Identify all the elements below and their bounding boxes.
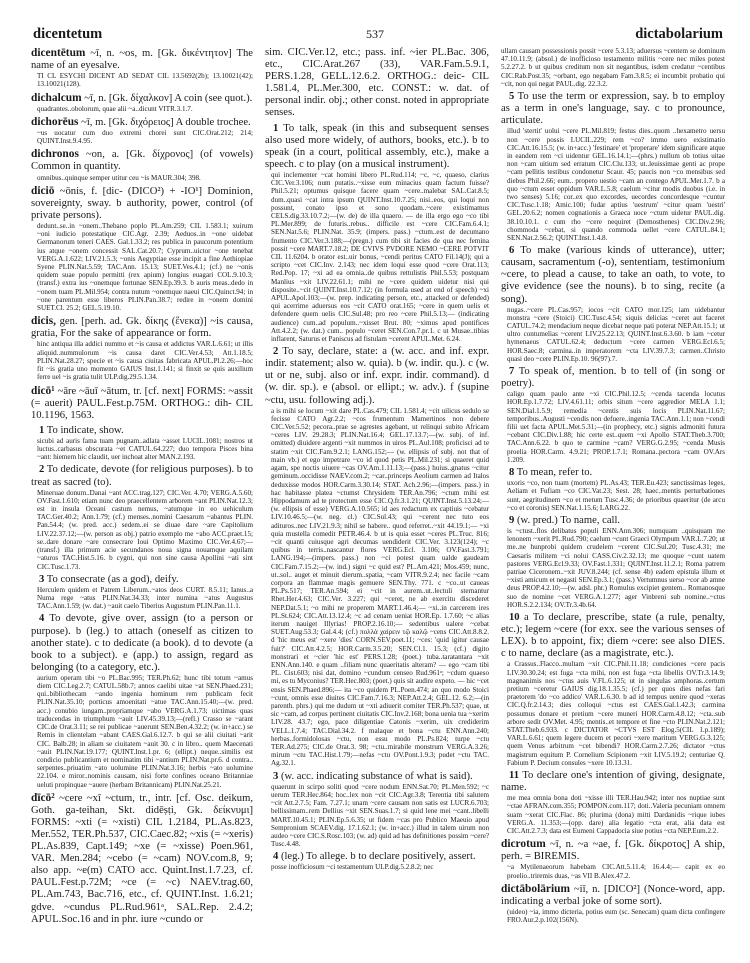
sense-number: 2 [273, 346, 279, 358]
sense-block [501, 467, 725, 512]
citations: ~a Mytilenaeorum habebam CIC.Att.5.11.4; 16.4.4;— capit ex eo proelio..triremis duas, ~as VII B.Alex.47.2. [507, 863, 725, 880]
sense-definition [501, 245, 725, 305]
running-head-first-word: dicentetum [33, 26, 103, 42]
headword: dichronos [31, 148, 79, 161]
sense-block [501, 515, 725, 609]
dictionary-entry [31, 47, 253, 89]
dictionary-entry [501, 883, 725, 925]
definition-text: ~āre ~āuī ~ātum, tr. [cf. next] FORMS: ~assit (= auerit) PAUL.Fest.p.75M. ORTHOG.: dih- CIL 10.1196, 1563. [31, 385, 253, 421]
sense-number: 5 [509, 91, 515, 103]
definition-text: ~cere ~xī ~ctum, tr., intr. [cf. Osc. deikum, Goth. ga-teihan, Skt. didēṣṭi, Gk. δείκνυμι] FORMS: ~xti (= ~xisti) CIL 1.2184, PL.As.823, Mer.552, TER.Ph.537, CIC.Caec.82; ~xis (= ~xeris) PL.As.839, Capt.149; ~xe (= ~xisse) Poen.961, VAR. Men.284; ~cebo (= ~cam) NOV.com.8, 9; also app. ~e(m) CATO acc. Quint.Inst.1.7.23, cf. PAUL.Fest.p.72M; ~ce (= ~c) NAEV.trag.60, PL.Am.743, Bac.716, etc., cf. QUINT.Inst. 1.6.21; gdve. ~cundus PL.Rud.961ᵃ, SAL.Rep. 2.4.2; APUL.Soc.16 and in phr. iure ~cundo or [31, 792, 253, 925]
page-number: 537 [366, 27, 384, 41]
sense-number: 6 [509, 245, 515, 257]
entry-definition [501, 883, 725, 908]
sense-text: To declare one's intention of giving, designate, name. [501, 770, 725, 794]
running-head-last-word: dictabolarium [635, 26, 723, 42]
citations: quadrantes..obolorum, quae alii ~a..dicunt VITR.3.1.7. [37, 104, 193, 113]
entry-definition [31, 385, 253, 422]
sense-text: To speak of, mention. b to tell of (in song or poetry). [501, 366, 725, 390]
citations: posse inofficiosum ~ci testamentum ULP.dig.5.2.8.2; nec [271, 863, 434, 872]
entry-definition [31, 92, 253, 105]
sense-number: 11 [509, 770, 520, 782]
sense-number: 1 [39, 424, 45, 436]
headword: dichalcum [31, 91, 82, 104]
citations: qui inclementer ~cat homini libero PL.Rud.114; ~c, ~c, quaeso, clarius CIC.Ver.3.106; num putatis..~xisse eum minacius quam factum fuisse? Phil.5.21; optumus quisque facere quam ~cere..malebat SAL.Cat.8.5; dum..quasi ~cat intra ipsum QUINT.Inst.10.7.25; nisi..eos, qui loqui non possunt, conato ipso et sono quodam..~cere existimamus CELS.dig.33.10.7.2;—(w. de) de illa quaero. — de illa ergo ego ~co tibi PL.Mer.899; de futuris..rebus.. difficile est ~cere CIC.Fam.6.4.1; SEN.Nat.5.6; PLIN.Nat. 35.9; (impers. pass.) ~ctum..est de decumano frumento CIC.Ver.3.188;—(pregn.) cum tibi sit facies de qua nec femina possit ~cere MART.7.18.2; DE CVIVS PVDORE NEMO ~CERE POTVIT CIL 11.6204. b orator est..uir bonus, ~cendi peritus CATO Fil.14(J); qui a scripto ~cet CIC.Inv. 2.143; nec idem loqui esse quod ~cere Orat.113; Red.Pop. 17; ~xi ad ea omnia..de quibus rettulistis Phil.5.53; postquam Manlius ~xit LIV.22.61.1; mihi ne ~cere quidem uidetur nisi qui disposite..~cit QUINT.Inst.10.7.12; (in formula used at end of speech) ~xi APUL.Apol.103;—(w. prep. indicating person, etc., attacked or defended) qui acerrime aduersus eos ~cit CATO orat.165; ~cere in quem uelis et defendere quem uelis CIC.Sul.48; pro reo ~cere Phil.5.13;— (indicating audience) cum..ad populum..~xisset Brut. 80; ~ximus apud pontifices Att.4.2.2; (w. dat.) cum.. populo ~ceret SEN.Con.7.pr.1. c ut Musae..tibias inflarent, Saturus et Paniscus ad fistulam ~cerent APUL.Met. 6.24. [271, 170, 489, 343]
citations: (uideo) ~ia, immo dicteria, potius eum (sc. Senecam) quam dicta confingere FRO.Aur.2.p.102(156N). [507, 908, 725, 925]
sense-block [265, 346, 489, 767]
definition-text: gen. [perh. ad. Gk. δίκης (ἕνεκα)] ~is causa, gratia, For the sake of appearance or form. [31, 316, 253, 340]
sense-number: 4 [273, 851, 279, 863]
dictionary-entry [31, 792, 253, 926]
citations: Herculem quidem et Patrem Liberum..~atos deos CURT. 8.5.11; Ianus..a Numa rege ~atus PLIN.Nat.34.33; inter numina ~atus Augustus TAC.Ann.1.59; (w. dat.) ~auit caelo Tiberius Augustum PLIN.Pan.11.1. [37, 585, 253, 611]
sense-definition [265, 771, 489, 783]
sense-text: To indicate, show. [46, 424, 124, 436]
entry-definition [31, 148, 253, 173]
column-left [31, 47, 253, 929]
sense-definition [501, 467, 725, 479]
citations: ~us uocatur cum duo extremi chorei sunt CIC.Orat.212; 214; QUINT.Inst.9.4.95. [37, 128, 253, 146]
headword: dicō¹ [31, 384, 55, 397]
citations: sicubi ad auris fama tuam pugnam..adlata ~asset LUCIL.1081; nostros ut luctus..carbasus obscurata ~et CATUL.64.227; duo tempora Pisces bina ~ant: hiemem hic claudit, uer inchoat alter MAN.2.193. [37, 436, 253, 462]
sense-block [501, 245, 725, 363]
sense-block [31, 574, 253, 611]
citations: Mineruae donum..Danai ~ant ACC.trag.127; CIC.Ver. 4.70; VERG.A.5.60; OV.Fast.1.610; etiam nunc deo praecellentem arborem ~ant PLIN.Nat.12.3; est in insula Oceani castum nemus, ~atumque in eo uehiculum TAC.Ger.40.2; Ann.1.79; (cf.) menses..nomini Caesarum ~abantus PLIN. Pan.54.4; (w. pred. acc.) sedem..ei se diuae dare ~are Capitolium LIV.22.37.12;—(w. person as obj.) patrio exemplo me ~abo ACC.praet.15; se..dare donare ~are consecrare Ioui Optimo Maximo CIC.Ver.4.67;—(transf.) illa primum acie secundanos noua signa nouamque aquilam ~aturos TAC.Hist.5.16. b cygni, qui non sine causa Apollini ~ati sint CIC.Tusc.1.73. [37, 488, 253, 571]
citations: hinc antiqua illa addici nummo et ~is causa et addictus VAR.L.6.61; ut illis aliquid..nummulorum ~is causa daret CIC.Ver.4.53; Att.1.18.5; PLIN.Nat.28.27; specie et ~is causa ciuitas fabricata APUL.Pl.2.26;—hoc fit ~is gratia uno momento GAIUS Inst.1.141; si finxit se quis auxilium ferre uel ~is gratia tulit ULP.dig.29.5.1.34. [37, 340, 253, 382]
sense-number: 2 [39, 464, 45, 476]
entry-definition [501, 838, 725, 863]
dictionary-entry [31, 148, 253, 181]
sense-block [265, 123, 489, 344]
running-head [0, 26, 750, 46]
citations: uxoris ~co, non tuam (mortem) PL.As.43; TER.Eu.423; sanctissimas leges, Aeliam et Fufiam ~co CIC.Vat.23; Sest. 28; haec..mentis perturbationes sunt, aegritudinem ~co et metum Tusc.4.36; de prioribus quaeritur (de arcu ~co et coronis) SEN.Nat.1.15.6; LARG.22. [507, 479, 725, 512]
citations: me mea omnia bona doti ~xisse illi TER.Hau.942; inter nos nuptiae sunt ~ctae AFRAN.com.355; POMPON.com.117; doti..Valeria pecuniam omnem suam ~xerat CIC.Flac. 86; plurima (dona) mitti Dardanidis ~rique iubes VERG.A. 11.353;—(opp. dare) alia legatio ~cta erat, alia data est CIC.Att.2.7.3; data est Eumeni Cappadocia siue potius ~cta NEP.Eum.2.2. [507, 794, 725, 836]
sense-number: 9 [509, 514, 515, 526]
citations: dedunt..se..in ~onem..Thebano poplo PL.Am.259; CIL 1.583.1; xuirum ~oni iudicio potestatique CIC.Agr. 2.39; Aeduos..in ~one uidebat Germanorum teneri CAES. Gal.1.33.2; res publica in paucorum potentium ius atque ~onem concessit SAL.Cat.20.7; Cyprum..uictor ~one tenebat VERG.A.1.622; LIV.21.5.3; ~onis Aegyptiae esse incipit a fine Aethiopiae Syene PLIN.Nat.5.59; TAC.Ann. 15.13; SUET.Ves.4.1; (cf.) ne ~onis quidem suae populo permitti (rex apium) longius euagari COL.9.10.3; (transf.) extra ius ~onemque fortunae SEN.Ep.39.3. b auris meas..dedo in ~onem tuam PL.Mil.954; contra nutum ~onemque naeui CIC.Quinct.94; in ~one parentum esse liberos PLIN.Pan.38.7; redire in ~onem domini SUET.Cl. 25.2; GEL.5.19.10. [37, 222, 253, 313]
definition-text: ~ī, n. [Gk. δίχαλκον] A coin (see quot.). [84, 92, 253, 104]
sense-text: To dedicate, devote (for religious purposes). b to treat as sacred (to). [31, 464, 253, 488]
citations: TI CL ESYCHI DICENT AD SEDAT CIL 13.5692(2b); 13.10021(42); 13.10021(128). [37, 72, 253, 89]
sense-definition [265, 851, 489, 863]
citations: omnibus..quinque semper utitur ceu ~is MAUR.304; 398. [37, 173, 201, 182]
continued-citations [501, 47, 725, 88]
sense-block [265, 851, 489, 871]
sense-number: 7 [509, 366, 515, 378]
sense-text: To say, declare, state: a (w. acc. and inf. expr. indir. statement; also w. quia). b (w. indir. qu.). c (w. ut or ne, subj. also or inf. expr. indir. command). d (w. dir. sp.). e (absol. or ellipt.; w. adv.). f (supine ~ctu, usu. following adj.). [265, 346, 489, 406]
sense-block [501, 770, 725, 835]
entry-definition [31, 185, 253, 222]
headword: diciō [31, 184, 55, 197]
dictionary-entry [31, 315, 253, 381]
definition-text: ~iī, n. [DICO²] (Nonce-word, app. indicating a verbal joke of some sort). [501, 883, 725, 907]
sense-definition [265, 123, 489, 171]
sense-block [265, 771, 489, 849]
sense-definition [31, 464, 253, 488]
sense-block [31, 613, 253, 788]
dictionary-entry [31, 116, 253, 146]
citations: aurium operam tibi ~o PL.Bac.995; TER.Ph.62; hunc tibi totum ~amus diem CIC.Leg.2.7; CATUL.58b.7; annos caelibi uitae ~at SEN.Phaed.231; qui..bibliothecam ~ando ingenia hominum rem publicam fecit PLIN.Nat.35.10; porticus amoenitati ~atue TAC.Ann.15.40;—(w. pred. acc.) conubio iungam..propriamque ~abo VERG.A.1.73; uictimas quas traducendas in triumphum ~auit LIV.45.39.13;—(refl.) Crasso se ~arant CIC.de Orat.3.11; se rei publicae ~auerunt SEN.Ben.4.32.2; (w. in+acc.) se Remis in clientelam ~abant CAES.Gal.6.12.7. b qui se alii ciuitati ~arit CIC. Balb.28; in aliam se ciuitatem ~auit 30. c in libro.. quem Maecenati ~auit PLIN.Nat.19.177; QUINT.Inst.1.pr. 6; (ellipt.) neque..similis est condicio publicantium et nominatim tibi ~antium PLIN.Nat.pr.6. d contra.. serpentes..priuatim ~ato uolumine PLIN.Nat.3.16; herbis ~ato uolumine 22.104. e miror..nominis causam, nisi forte confines oceano Britanniae ueluti propinquae ~auere (herbam Britannicam) PLIN.Nat.25.21. [37, 673, 253, 789]
sense-block [501, 612, 725, 767]
sense-text: To consecrate (as a god), deify. [46, 573, 179, 585]
sense-block [501, 366, 725, 464]
dictionary-entry [31, 185, 253, 313]
column-middle [265, 47, 489, 875]
entry-definition [31, 116, 253, 129]
sense-definition [265, 346, 489, 406]
sense-text: a To declare, prescribe, state (a rule, penalty, etc.); legem ~cere (for exx. see the various senses of LEX). b to appoint, fix; diem ~cere: see also DIES. c to name, declare (as a magistrate, etc.). [501, 612, 725, 660]
citations: a Crassus..Flacco..multam ~xit CIC.Phil.11.18; condiciones ~cere pacis LIV.30.30.24; est fuga ~cta mihi, non est fuga ~cta libellis OV.Tr.3.14.9; magnanimis nos ~ctus auis V.FL.6.125; ut in singulas amphoras..certum pretium ~ceretur GAIUS dig.18.1.35.5; (cf.) per quos dies nefas fari praetorem 'do ~co addico' VAR.L.6.30. b ad id tempus uenire quod ~xeras CIC.Q.fr.2.14.3; dies colloqui ~ctus est CAES.Gal.1.42.3; carmina possumus donare et pretium ~cere muneri HOR.Carm.4.8.12; ~cta..sub arbore sedit OV.Met. 4.95; mentis..et tempore et fine ~cto PLIN.Nat.2.121; STAT.Theb.6.933. c DICTATOR ~CTVS EST Elog.5(CIL 1.p.189); VAR.L.6.61; quem legere ducem et pecori ~xere maritum VERG.G.3.125; quem Venus arbitrum ~cet bibendi? HOR.Carm.2.7.26; dictator ~ctus magistrum equitum P. Cornelium Scipionem ~xit LIV.5.19.2; centuriae Q. Fabium P. Decium consules ~xere 10.13.31. [507, 660, 725, 767]
sense-definition [501, 770, 725, 794]
definition-text: ~ī, m. [Gk. διχόρειος] A double trochee. [81, 116, 251, 128]
dictionary-entry [31, 385, 253, 422]
sense-number: 8 [509, 467, 515, 479]
sense-definition [31, 425, 253, 437]
headword: dictābolārium [501, 882, 570, 895]
continued-entry [265, 47, 489, 120]
column-right [501, 47, 725, 927]
sense-block [31, 464, 253, 570]
sense-definition [31, 613, 253, 673]
sense-number: 10 [509, 612, 520, 624]
citations: caligo quam paulo ante ~xi CIC.Phil.12.5; ~cenda tacenda locutus HOR.Ep.1.7.72; LIV.4.61.11; orbis situm ~cere aggredior MELA 1.1; SEN.Dial.1.5.9; remedia ~centis suis locis PLIN.Nat.11.67; temporibus..Augusti ~cendis non defuere..ingenia TAC.Ann.1.1; non ~cendi filii uet facta APUL.Met.5.31;—(in prophecy, etc.) signis admoniti futura ~cebant CIC.Div.1.88; hic certe est..quem ~xi Apollo STAT.Theb.3.700; TAC.Ann.6.22. b quo te carmine ~cam? VERG.G.2.95; ~cenda Musis proelia HOR.Carm. 4.9.21; PROP.1.7.1; Romana..pectora ~cam OV.Ars 1.209. [507, 390, 725, 464]
citations: illud 'stertit' uolui ~cere PL.Mil.819; festus dies..quom ..hexametro uersu non ~cere possis LUCIL.229; rem ~co? immo uero existimatio CIC.Att.16.15.5; (w. in+acc.) 'festinare' et 'properare' idem significare atque in eandem rem ~ci uidentur GEL.16.14.1;—(phrs.) nullum ob totius uitae non ~cam uitium sed erratum CIC.Clu.133; ut..leuissimae genti ac prope ~cam pellitis testibus condonetur Scaur. 45; paucis non ~co mensibus sed diebus Phil.2.66; eum.. propero uestio ~cam an contego APUL.Met.1.7. b a quo ~ctum esset oppidum VAR.L.5.8; caelum ~citur modis duobus (i.e. in two senses) 5.16; cor..ex quo excordes, uecordes concordesque ~cuntur CIC.Tusc.1.18; Amic.100; fudar aptius 'uestrum' ~citur quam 'uestri' GEL.20.6.2; nomen cognationis a Graeca uoce ~ctum uidetur PAUL.dig. 38.10.10.1. c cum rho ~cere nequiret (Demosthenes) CIC.Div.2.96; chommoda ~cebat, si quando commoda uellet ~cere CATUL.84.1; SEN.Nat.2.56.2; QUINT.Inst.1.4.8. [507, 127, 725, 242]
headword: dicis, [31, 315, 57, 328]
dictionary-entry [31, 92, 253, 113]
headword: dicrotum [501, 838, 546, 851]
definition-text: ~ōnis, f. [dic- (DICO²) + -IO¹] Dominion, sovereignty, sway. b authority, power, control (of private persons). [31, 185, 253, 221]
headword: dīcō² [31, 791, 55, 804]
definition-text: ~ī, n. ~a ~ae, f. [Gk. δίκροτος] A ship, perh. = BIREMIS. [501, 839, 725, 863]
sense-number: 4 [39, 613, 45, 625]
sense-text: To devote, give over, assign (to a person or purpose). b (leg.) to attach (oneself as citizen to another state). c to dedicate (a book). d to devote (a book to a subject). e (app.) to assign, regard as belonging (to a category, etc.). [31, 613, 253, 673]
sense-text: To make (various kinds of utterance), utter; causam, sacramentum (-o), sententiam, testimonium ~cere, to plead a cause, to take an oath, to vote, to give evidence (see the nouns). b to sing, recite (a song). [501, 245, 725, 305]
headword: dichorēus [31, 115, 79, 128]
sense-text: To talk, speak (in this and subsequent senses also used more widely, of authors, books, etc.). b to speak (in a court, political assembly, etc.), make a speech. c to play (on a musical instrument). [265, 122, 489, 170]
sense-definition [501, 366, 725, 390]
sense-block [501, 91, 725, 242]
entry-definition [31, 47, 253, 72]
sense-definition [31, 574, 253, 586]
citations: is ~ctust..flos delibatus populi ENN.Ann.306; numquam ..quisquam me lenonem ~xerit PL.Rud.790; caelum ~cunt Graeci Olympum VAR.L.7.20; ut me..ne hunprobi quidem crudelem ~cerent CIC.Sul.20; Tusc.4.31; me Caesaris militem ~ci nolui CASS.Civ.2.32.13; me quoque ~cunt uatem pastores VERG.Ecl.9.33; OV.Fast.1.331; QUINT.Inst.11.2.1; Roma patrem patriae Ciceronem..~xit JUV.8.244; (cf. sense 4b) eadem epistula illum et ~xisti amicum et negasti SEN.Ep.3.1; (pass.) Vertumnus uerso ~cor ab amne deus PROP.4.2.10;—(w. adsl. phr.) Romulus excipiet gentem.. Romanosque suo de nomine ~cet VERG.A.1.277; ager Vinbreni sub nomine..~ctus HOR.S.2.2.134; OV.Tr.3.4b.64. [507, 527, 725, 609]
sense-text: To use the term or expression, say. b to employ as a term in one's language, say. c to pronounce, articulate. [501, 91, 725, 127]
citations: quaerunt in scirpo soliti quod ~cere nodum ENN.Sat.70; PL.Men.592; ~c uerum TER.Hec.864; hoc..lex non ~cit CIC.Agr.3.8; Terentia tibi salutem ~cit Att.2.7.5; Fam. 7.27.1; unam ~cere causam non satis est LUCR.6.703; bellissimam..rem Dellius ~xit SEN.Suas.1.7; si quid lene mei ~cant..libelli MART.10.45.1; PLIN.Ep.5.6.35; ut fidem ~cas pro Publico Maeuio apud Sempronium SCAEV.dig. 17.1.62.1; (w. in+acc.) illud in talem uirum non audeo ~cere CIC.S.Rosc.103; (w. ad) quid ad has definitiones possim ~cere? Tusc.4.48. [271, 782, 489, 849]
sense-number: 3 [273, 770, 279, 782]
citations: a is mihi se locum ~xit dare PL.Cas.479; CIL 1.581.4; ~cit uilicus sedulo se fecisse CATO Agr.2.2; ~cos frumentum Mamertinos non debere CIC.Ver.5.52; pecora..prae se agrestes agebant, ut relinqui subito Africam ~ceres LIV. 29.28.3; PLIN.Nat.16.4; GEL.17.13.7;—(w. subj. of inf. omitted) diuidere argenti ~xit nummos in uiros PL.Aul.108; proficisci ad te statim ~xit CIC.Fam.9.2.1; LANG.152;— (w. ellipsis of subj. not that of main vb.) et ego impetrare ~co id quod petis PL.Mil.231; si quaeret quid agam, spe noctis uiuere ~cas OV.Am.1.11.13;—(pass.) huius..gnatus ~citur geminum..occidisse NAEV.com.2; ~car..princeps Aeolium carmen ad Italos deduxisse modos HOR.Carm.3.30.14; STAT. Ach.2.96;—(impers. pass.) in hac habitasse platea ~ctumst Chrysidem TER.An.796; ~ctum mihi est Hippodamum ad te protectum esse CIC.Q.fr.3.1.21; QUINT.Inst.5.13.24;—(w. ellipsis of esse) VERG.A.10.565; id aes redactum ex captiuis ~cebatur LIV.10.46.5;—(w. neg. cl.) CIC.Sul.43; qui ~cerent nec tuto eos adituros..nec LIV.21.9.3; nihil se habere.. quod referret..~xit 44.19.1;— ~xi quia mustella comedit PETR.46.4. b ut is quia esset ~ceres PL.Truc. 816; ~cit quanti cuiusque agri decumas uendiderit CIC.Ver. 3.123(124); ~c quibus in terris..nascantur flores VERG.Ecl. 3.106; OV.Fast.3.791; LANG.194;—(impers. pass.) non ~ci potest quam ualde gaudeam CIC.Fam.7.15.2;—(w. ind.) signi ~c quid est? PL.Am.421; Mos.459; nunc, ut..sol.. auget et minuit dierum..spatia, ~cam VITR.9.2.4; nec facile ~cam corpora an flammae magis gemuere SEN.Thy. 771. c ~co..ut caueas PL.Ps.517; TER.An.594; ei ~cit in aurem..ut..lectuli sternantur Rhet.Her.4.63; CIC.Ver. 3.227; qui ~ceret, ne ab exercitu discederet NEP.Dat.5.1; ~o mihi ne properem MART.1.46.4;— ~xi..in carcerem ires PL.St.624; CIC.Att.13.12.4; ~c ad cenam ueniat HOR.Ep. 1.7.60; ~c alias iterum nauiget Illyrias! PROP.2.16.10;— sedentibus ualere ~cebat SUET.Aug.53.3; Gal.4.4; (cf.) πολλὰ χαίρειν τῷ καλῷ ~cens CIC.Att.8.8.2. d 'hic meus est' ~xere 'dies' CORN.SEV.poet.11; ~ces: 'quid igitur causae fuit?' CIC.Att.4.2.5; HOR.Carm.3.5.20; SEN.Cl.1. 15.3; (cf.) digito monstrari et ~cier 'hic est' PERS.1.28; (poet.) tuba..taratantara ~xit ENN.Ann.140. e quam ..filiam nunc quaeritatis alteram? — ego ~cam tibi PL. Cist.603; nisi dat, domino ~cundum censeo Rud.961ᵃ; ~cdum quaeso mi, es tu Myconius? TER.Hec.803; (poet.) quis sit audire expeto. — hic ~cet ensis SEN.Phaed.896;— ita ~co quidem PL.Poen.474; an quo modo Stoici ~cunt, omnis esse diuites CIC.Fam.7.16.3; NEP.Att.2.4; GEL.12. 6.2;—(in parenth. phrs.) qui me dudum ut ~xti adiuerit comiter TER.Ph.537; quae, ut sic ~cam, ad corpus pertinent ciuitatis CIC.Inv.2.168; bona uenia tua ~xerim LIV.28. 43.7; ego, pace diligentiae Catonis ~xerim, uix crediderim VELL.1.7.4; TAC.Dial.34.2. f malaque et bona ~ctu ENN.Ann.240; herbas..formidolosas ~ctu, non essu modo PL.Ps.824; turpe ~ctu TER.Ad.275; CIC.de Orat.3. 98; ~ctu..mirabile monstrum VERG.A.3.26; mirum ~ctu TAC.Hist.1.79;—nefas ~ctu OV.Pont.1.9.3; pudet ~ctu TAC. Ag.32.1. [271, 406, 489, 768]
sense-block [31, 425, 253, 462]
sense-definition [501, 612, 725, 660]
definition-text: ~ī, n. ~os, m. [Gk. δικέντητον] The name of an eyesalve. [31, 48, 253, 72]
dictionary-entry [501, 838, 725, 880]
citations: ullam causam possessionis possit ~cere 5.3.13; aduersus ~centem se dominum 47.10.11.9; (absol.) de inofficioso testamento militis ~cere nec miles potest 5.2.27.2. b ut quibus creditum non sit negantibus, isdem credatur ~centibus CIC.Rab.Post.35; ~orbant, ego negabam Fam.3.8.5; ei incumbit probatio qui ~cit, non qui negat PAUL.dig. 22.3.2. [501, 47, 725, 88]
continued-text: sim. CIC.Ver.12, etc.; pass. inf. ~ier PL.Bac. 306, etc., CIC.Arat.267 (33), VAR.Fam.5.9.1, PERS.1.28, GELL.12.6.2. ORTHOG.: deic- CIL 1.581.4, PL.Mer.300, etc. CONST.: w. dat. of personal indir. obj.; other const. noted in appropriate senses. [265, 47, 489, 119]
sense-number: 3 [39, 573, 45, 585]
sense-text: To mean, refer to. [516, 467, 593, 479]
citations: nugas..~cere PL.Cas.957; iocos ~cit CATO mor.125; iam uidebantur monstra ~cere (Stoici) CIC.Tusc.4.54; siquis delicias ~ceret aut faceret CATUL.74.2; mendacium neque dicebat neque pati poterat NEP.Att.15.1; ut ultro contumelias ~cerent LIV.25.22.13; QUINT.Inst.6.3.60. b iam ~cetur hymenaeus CATUL.62.4; deductum ~cere carmen VERG.Ecl.6.5; HOR.Saec.8; carmina..in imperatorem ~cta LIV.39.7.3; carmen..Christo quasi deo ~cere PLIN.Ep.10. 96(97).7. [507, 305, 725, 363]
entry-definition [31, 315, 253, 340]
definition-text: ~on, a. [Gk. δίχρονος] (of vowels) Common in quantity. [31, 149, 253, 173]
sense-number: 1 [273, 122, 279, 134]
entry-definition [31, 792, 253, 926]
sense-definition [501, 91, 725, 127]
sense-text: (leg.) To allege. b to declare positively, assert. [280, 851, 476, 863]
sense-text: (w. acc. indicating substance of what is said). [280, 770, 473, 782]
sense-definition [501, 515, 725, 527]
headword: dicentētum [31, 47, 86, 59]
sense-text: (w. pred.) To name, call. [516, 514, 621, 526]
